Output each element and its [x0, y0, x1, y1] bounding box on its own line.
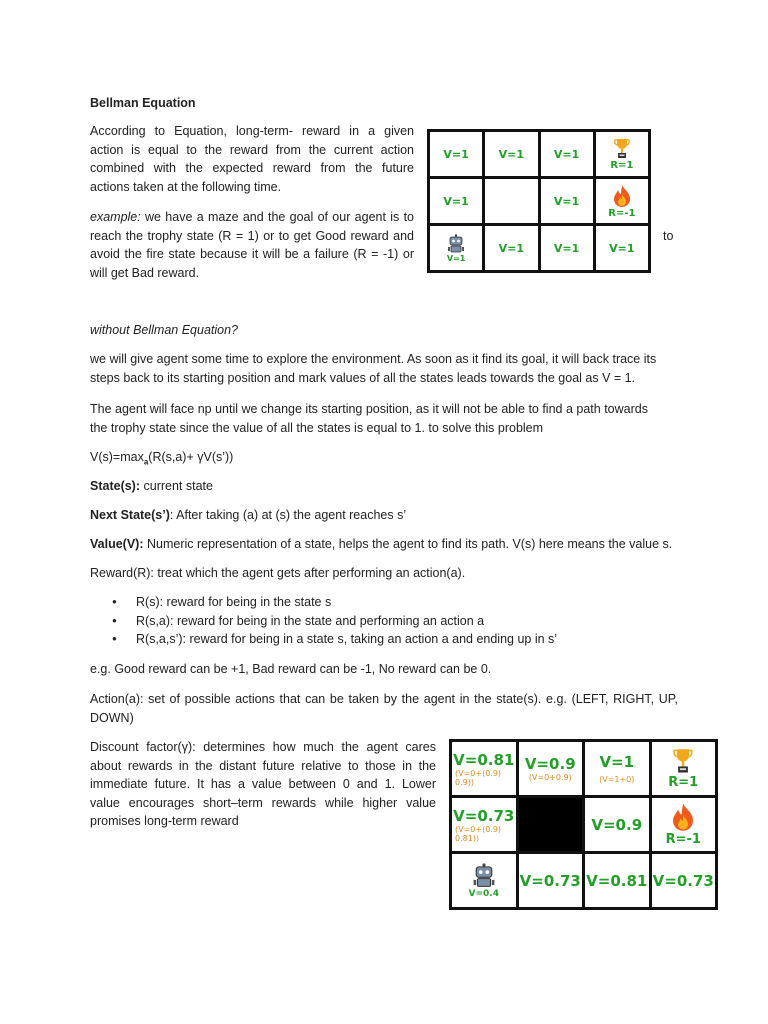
grid1-cell: V=1	[430, 179, 482, 223]
without-heading: without Bellman Equation?	[90, 323, 239, 337]
intro-paragraph: According to Equation, long-term- reward in a given action is equal to the reward from the current action combined with the expected reward from the future actions taken at the following time.	[90, 124, 414, 194]
robot-icon	[446, 234, 466, 254]
bellman-formula: $V(s)=\max_a(R(s,a)+$ γV(s’))	[90, 450, 234, 467]
grid1-wall-cell	[485, 179, 537, 223]
grid1-cell: V=1	[485, 226, 537, 270]
list-item: ● R(s,a): reward for being in the state and performing an action a	[112, 612, 557, 631]
grid1-robot-cell	[430, 226, 482, 270]
robot-value: V=0.4	[468, 888, 499, 899]
grid1-cell: V=1	[430, 132, 482, 176]
grid2-robot-cell	[452, 854, 516, 907]
maze-grid-initial	[427, 129, 651, 273]
eg-line: e.g. Good reward can be +1, Bad reward can be -1, No reward can be 0.	[90, 662, 492, 676]
problem-paragraph: The agent will face np until we change its starting position, as it will not be able to find a path towards the trophy state since the value of all the states is equal to 1. to solve this problem	[90, 402, 648, 435]
grid1-cell: V=1	[596, 226, 648, 270]
robot-icon	[471, 863, 497, 889]
grid1-cell: V=1	[485, 132, 537, 176]
def-state: State(s): current state	[90, 479, 213, 493]
trophy-icon	[614, 138, 630, 160]
grid2-trophy-cell	[652, 742, 716, 795]
fire-reward: R=-1	[665, 832, 701, 847]
trophy-reward: R=1	[668, 774, 699, 790]
grid2-cell: V=0.9 (V=0+0.9)	[519, 742, 583, 795]
grid2-wall-cell	[519, 798, 583, 851]
def-value: Value(V): Numeric representation of a state, helps the agent to find its path. V(s) here means the value s.	[90, 537, 673, 551]
reward-line: Reward(R): treat which the agent gets after performing an action(a).	[90, 566, 466, 580]
grid1-trophy-cell	[596, 132, 648, 176]
explore-paragraph: we will give agent some time to explore the environment. As soon as it find its goal, it will back trace its steps back to its starting position and mark values of all the states leads towards the goal as V = 1.	[90, 352, 657, 385]
fire-icon	[670, 802, 696, 832]
fire-icon	[612, 184, 632, 208]
reward-list	[112, 593, 557, 649]
example-label: example:	[90, 210, 141, 224]
grid1-cell: V=1	[541, 132, 593, 176]
grid2-cell: V=0.73	[652, 854, 716, 907]
grid1-cell: V=1	[541, 179, 593, 223]
grid2-cell: V=0.73	[519, 854, 583, 907]
fire-reward: R=-1	[608, 207, 636, 219]
list-item: ● R(s): reward for being in the state s	[112, 593, 557, 612]
grid1-fire-cell	[596, 179, 648, 223]
section-heading: Bellman Equation	[90, 96, 196, 110]
maze-grid-bellman	[449, 739, 718, 910]
grid2-cell: V=0.9	[585, 798, 649, 851]
grid2-fire-cell	[652, 798, 716, 851]
trophy-icon	[673, 748, 693, 775]
grid2-cell: V=0.73 (V=0+(0.9) 0.81))	[452, 798, 516, 851]
discount-paragraph: Discount factor(γ): determines how much the agent cares about rewards in the distant future relative to those in the immediate future. It has a value between 0 and 1. Lower value encourages short–term rewards while higher value promises long-term reward	[90, 740, 436, 828]
grid1-cell: V=1	[541, 226, 593, 270]
to-word: to	[663, 229, 674, 243]
grid2-cell: V=0.81	[585, 854, 649, 907]
example-paragraph: example: we have a maze and the goal of our agent is to reach the trophy state (R = 1) or to get Good reward and avoid the fire state because it will be a failure (R = -1) or will get Bad reward.	[90, 210, 414, 280]
list-item: ● R(s,a,s’): reward for being in a state s, taking an action a and ending up in s’	[112, 630, 557, 649]
grid2-cell: V=1 (V=1+0)	[585, 742, 649, 795]
trophy-reward: R=1	[610, 159, 634, 171]
grid2-cell: V=0.81 (V=0+(0.9) 0.9))	[452, 742, 516, 795]
action-paragraph: Action(a): set of possible actions that can be taken by the agent in the state(s). e.g. (LEFT, RIGHT, UP, DOWN)	[90, 692, 678, 725]
robot-value: V=1	[446, 253, 466, 263]
def-next-state: Next State(s’): After taking (a) at (s) the agent reaches s’	[90, 508, 407, 522]
